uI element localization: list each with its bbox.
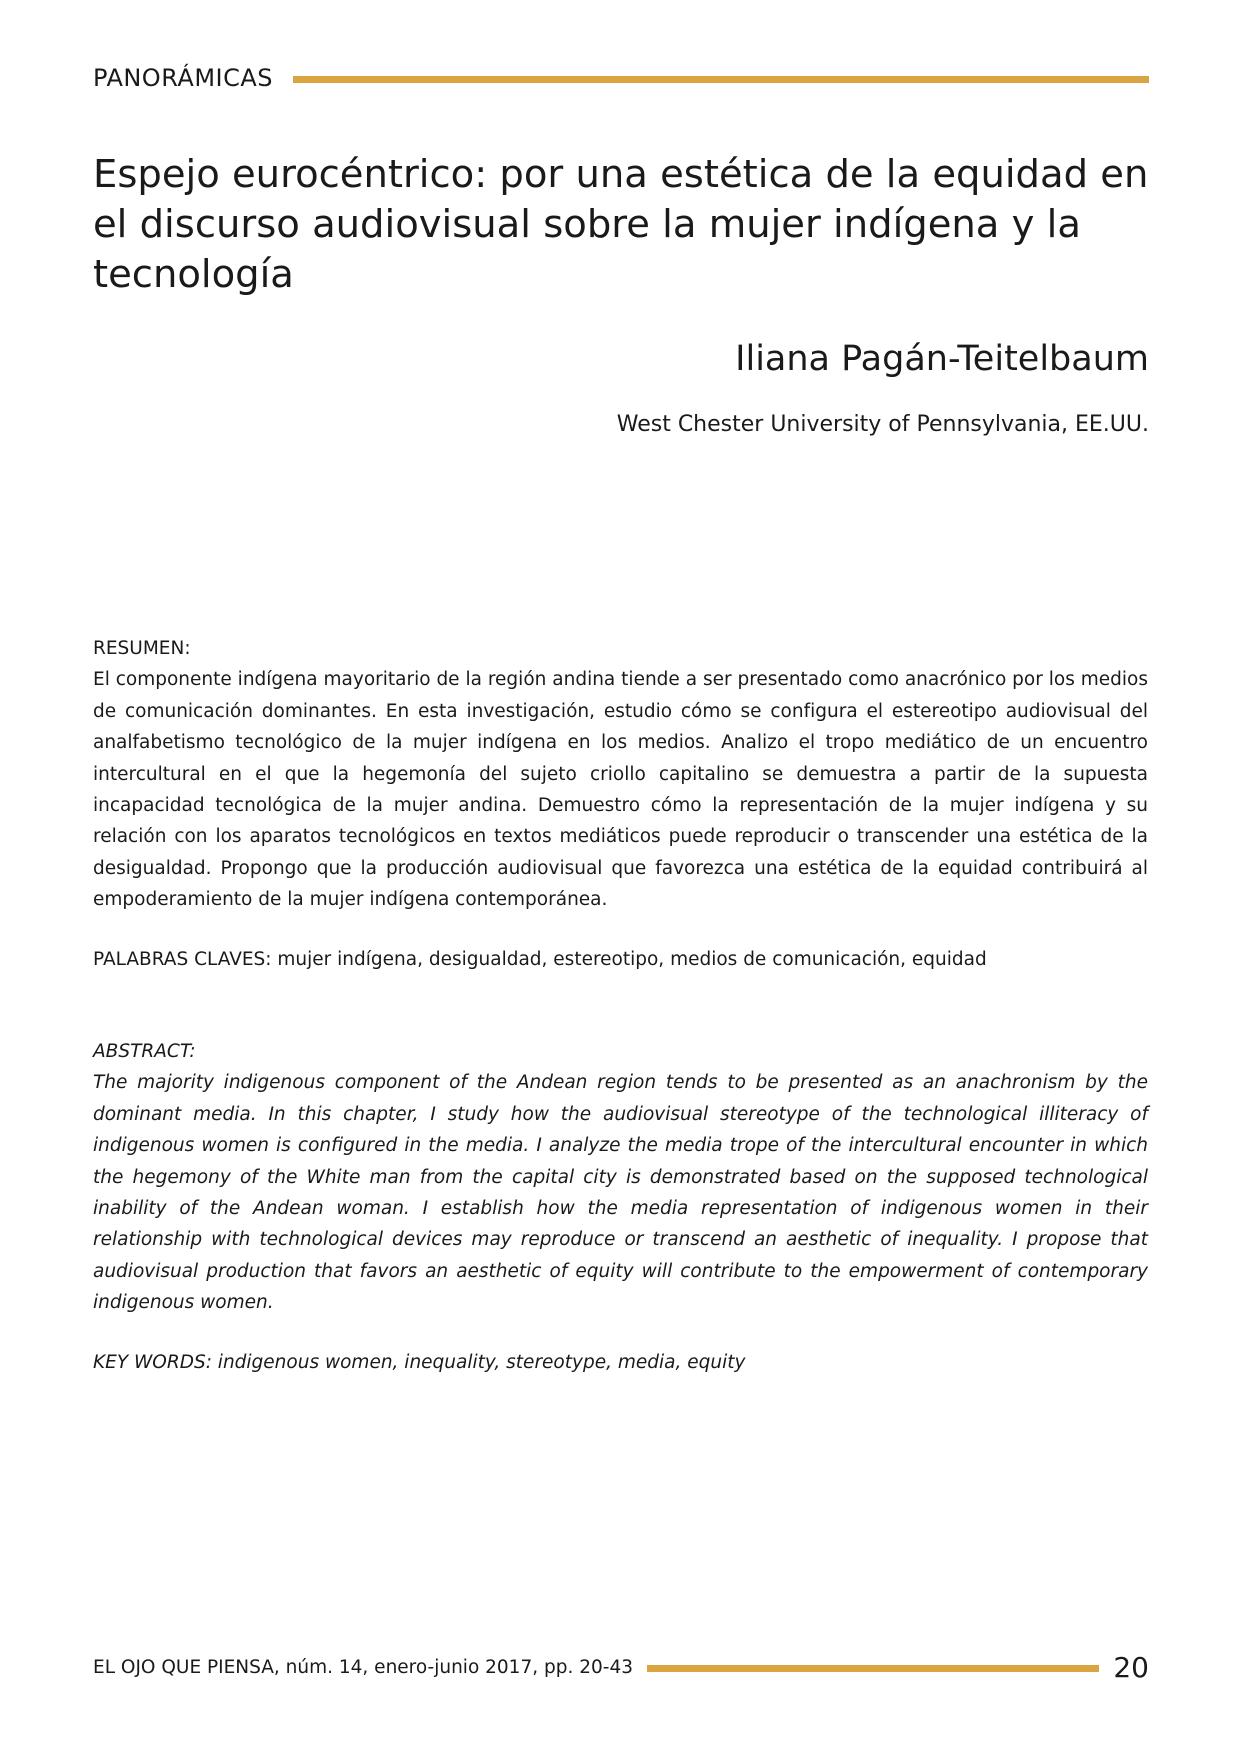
- palabras-claves-text: PALABRAS CLAVES: mujer indígena, desigualdad, estereotipo, medios de comunicación, equidad: [93, 949, 987, 970]
- article-title: Espejo eurocéntrico: por una estética de la equidad en el discurso audiovisual sobre la mujer indígena y la tecnología: [93, 152, 1149, 297]
- resumen-body: El componente indígena mayoritario de la región andina tiende a ser presentado como anacrónico por los medios de comunicación dominantes. En esta investigación, estudio cómo se configura el estereotipo audiovisual del analfabetismo tecnológico de la mujer indígena en los medios. Analizo el tropo mediático de un encuentro intercultural en el que la hegemonía del sujeto criollo capitalino se demuestra a partir de la supuesta incapacidad tecnológica de la mujer andina. Demuestro cómo la representación de la mujer indígena y su relación con los aparatos tecnológicos en textos mediáticos puede reproducir o transcender una estética de la desigualdad. Propongo que la producción audiovisual que favorezca una estética de la equidad contribuirá al empoderamiento de la mujer indígena contemporánea.: [93, 669, 1148, 911]
- footer-rule: [647, 1665, 1099, 1672]
- resumen-heading: RESUMEN:: [93, 638, 191, 659]
- author-name: Iliana Pagán-Teitelbaum: [735, 339, 1149, 379]
- page-header: [93, 66, 1149, 90]
- palabras-claves: [93, 944, 1148, 975]
- section-label: PANORÁMICAS: [93, 64, 274, 92]
- key-words-text: KEY WORDS: indigenous women, inequality, stereotype, media, equity: [93, 1352, 746, 1373]
- page-number: 20: [1113, 1651, 1149, 1684]
- abstract-body: The majority indigenous component of the Andean region tends to be presented as an anachronism by the dominant media. In this chapter, I study how the audiovisual stereotype of the technological illiteracy of indigenous women is configured in the media. I analyze the media trope of the intercultural encounter in which the hegemony of the White man from the capital city is demonstrated based on the supposed technological inability of the Andean woman. I establish how the media representation of indigenous women in their relationship with technological devices may reproduce or transcend an aesthetic of inequality. I propose that audiovisual production that favors an aesthetic of equity will contribute to the empowerment of contemporary indigenous women.: [93, 1072, 1148, 1314]
- resumen-section: [93, 633, 1148, 916]
- author-affiliation: West Chester University of Pennsylvania, EE.UU.: [616, 412, 1149, 437]
- key-words: [93, 1347, 1148, 1378]
- footer-citation: EL OJO QUE PIENSA, núm. 14, enero-junio 2017, pp. 20-43: [93, 1656, 633, 1678]
- header-rule: [293, 76, 1149, 83]
- abstract-section: [93, 1036, 1148, 1319]
- abstract-heading: ABSTRACT:: [93, 1041, 196, 1062]
- page-footer: [93, 1651, 1149, 1684]
